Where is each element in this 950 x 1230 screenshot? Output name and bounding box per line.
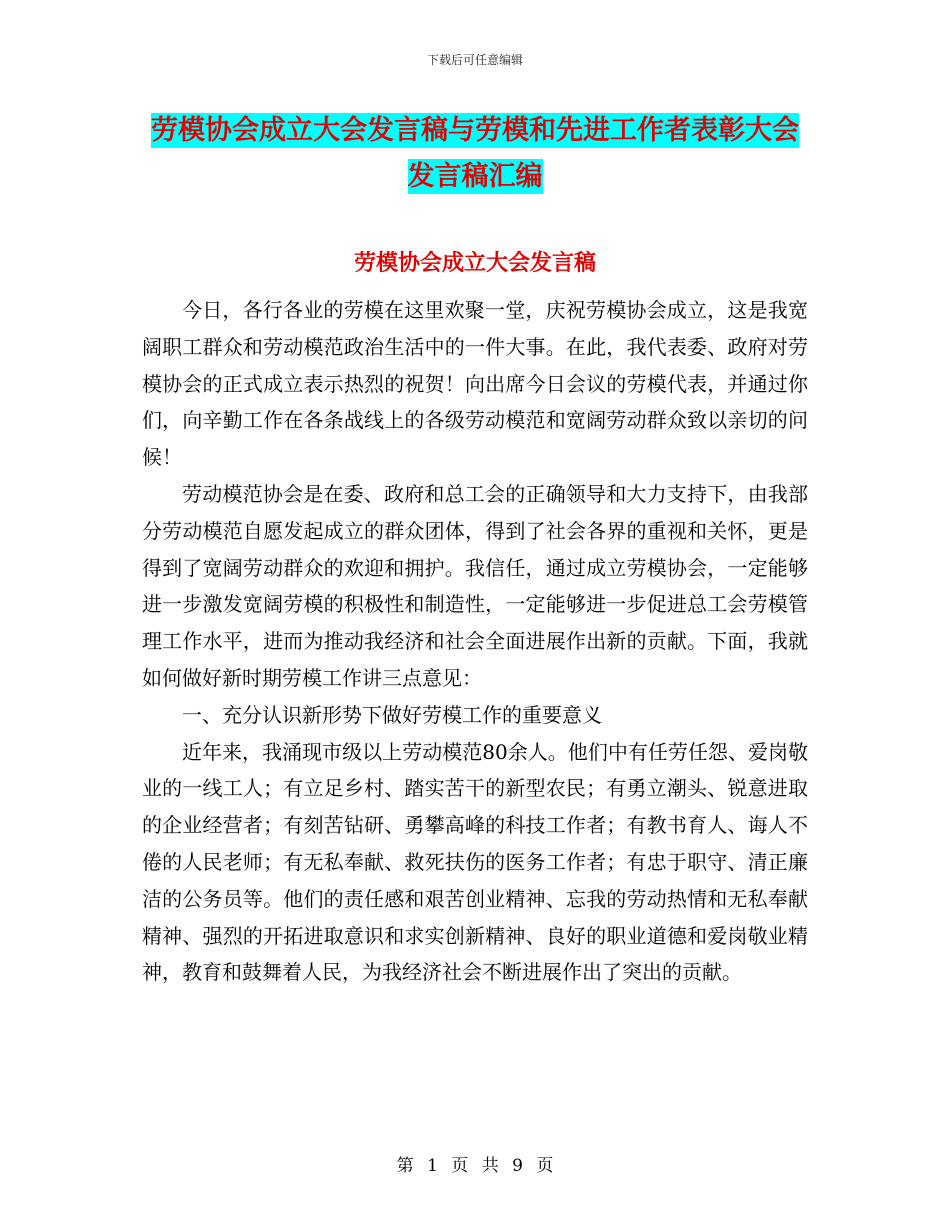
footer-current-page: 1 <box>427 1156 438 1176</box>
footer-total-pages: 9 <box>512 1156 523 1176</box>
paragraph-heading: 一、充分认识新形势下做好劳模工作的重要意义 <box>182 702 602 727</box>
paragraph: 今日，各行各业的劳模在这里欢聚一堂，庆祝劳模协会成立，这是我宽阔职工群众和劳动模范政治生活中的一件大事。在此，我代表委、政府对劳模协会的正式成立表示热烈的祝贺！向出席今日会议的劳模代表，并通过你们，向辛勤工作在各条战线上的各级劳动模范和宽阔劳动群众致以亲切的问候！ <box>142 298 808 470</box>
page-footer <box>0 1154 950 1178</box>
section-title: 劳模协会成立大会发言稿 <box>353 251 596 276</box>
footer-label-unit-2: 页 <box>536 1156 554 1176</box>
footer-label-page: 第 <box>396 1156 414 1176</box>
header-note: 下载后可任意编辑 <box>426 53 523 67</box>
paragraph: 劳动模范协会是在委、政府和总工会的正确领导和大力支持下，由我部分劳动模范自愿发起成立的群众团体，得到了社会各界的重视和关怀，更是得到了宽阔劳动群众的欢迎和拥护。我信任，通过成立劳模协会，一定能够进一步激发宽阔劳模的积极性和制造性，一定能够进一步促进总工会劳模管理工作水平，进而为推动我经济和社会全面进展作出新的贡献。下面，我就如何做好新时期劳模工作讲三点意见： <box>142 481 808 690</box>
document-title <box>150 108 800 200</box>
body-text <box>142 292 808 991</box>
footer-label-unit: 页 <box>451 1156 469 1176</box>
footer-label-total: 共 <box>481 1156 499 1176</box>
paragraph: 近年来，我涌现市级以上劳动模范80余人。他们中有任劳任怨、爱岗敬业的一线工人；有立足乡村、踏实苦干的新型农民；有勇立潮头、锐意进取的企业经营者；有刻苦钻研、勇攀高峰的科技工作者；有教书育人、诲人不倦的人民老师；有无私奉献、救死扶伤的医务工作者；有忠于职守、清正廉洁的公务员等。他们的责任感和艰苦创业精神、忘我的劳动热情和无私奉献精神、强烈的开拓进取意识和求实创新精神、良好的职业道德和爱岗敬业精神，教育和鼓舞着人民，为我经济社会不断进展作出了突出的贡献。 <box>142 739 808 985</box>
document-title-text: 劳模协会成立大会发言稿与劳模和先进工作者表彰大会发言稿汇编 <box>151 115 799 192</box>
